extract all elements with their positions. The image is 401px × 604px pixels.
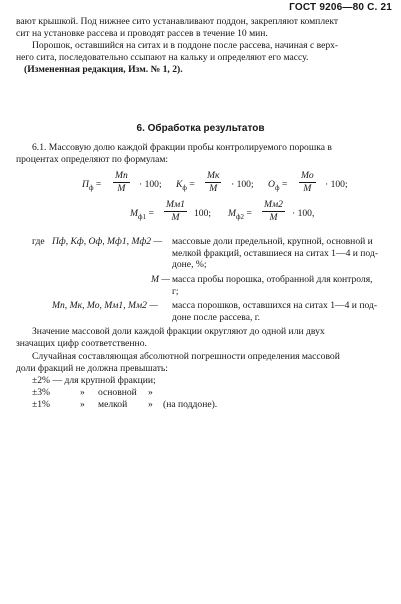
where-desc-2-line-1: масса пробы порошка, отобранной для контроля, [172, 274, 373, 285]
where-lead: где [32, 236, 45, 247]
para-6-1-line-1: 6.1. Массовую долю каждой фракции пробы контролируемого порошка в [32, 142, 332, 153]
where-desc-1 [172, 236, 385, 271]
where-desc-1-line-3: доне, %; [172, 259, 207, 270]
intro-line-4: него сита, последовательно ссыпают на кальку и определяют его массу. [16, 52, 309, 63]
intro-line-1: вают крышкой. Под нижнее сито устанавливают поддон, закрепляют комплект [16, 16, 339, 27]
amendment-note: (Измененная редакция, Изм. № 1, 2). [24, 64, 183, 75]
error-row-coarse: ±2% — для крупной фракции; [32, 375, 156, 386]
where-vars-2: М — [151, 274, 170, 285]
intro-line-2: сит на установке рассева и проводят рассев в течение 10 мин. [16, 28, 268, 39]
rounding-line-1: Значение массовой доли каждой фракции округляют до одной или двух [32, 326, 325, 337]
where-desc-2 [172, 274, 385, 297]
error-line-1: Случайная составляющая абсолютной погрешности определения массовой [32, 351, 340, 362]
where-desc-3-line-2: доне после рассева, г. [172, 311, 260, 323]
page-header: ГОСТ 9206—80 С. 21 [289, 2, 392, 13]
where-vars-1: Пф, Кф, Оф, Мф1, Мф2 — [52, 236, 162, 247]
rounding-line-2: значащих цифр соответственно. [16, 338, 147, 349]
para-6-1-line-2: процентах определяют по формулам: [16, 154, 169, 165]
error-line-2: доли фракций не должна превышать: [16, 363, 168, 374]
where-desc-1-line-1: массовые доли предельной, крупной, основной и [172, 236, 373, 247]
where-desc-1-line-2: мелкой фракций, оставшиеся на ситах 1—4 и под- [172, 247, 379, 259]
section-title: 6. Обработка результатов [136, 123, 265, 134]
where-desc-3-line-1: масса порошков, оставшихся на ситах 1—4 и под- [172, 300, 378, 311]
where-vars-3: Мп, Мк, Мо, Мм1, Мм2 — [52, 300, 158, 311]
where-desc-2-line-2: г; [172, 285, 179, 297]
where-desc-3 [172, 300, 385, 323]
intro-line-3: Порошок, оставшийся на ситах и в поддоне после рассева, начиная с верх- [32, 40, 339, 51]
